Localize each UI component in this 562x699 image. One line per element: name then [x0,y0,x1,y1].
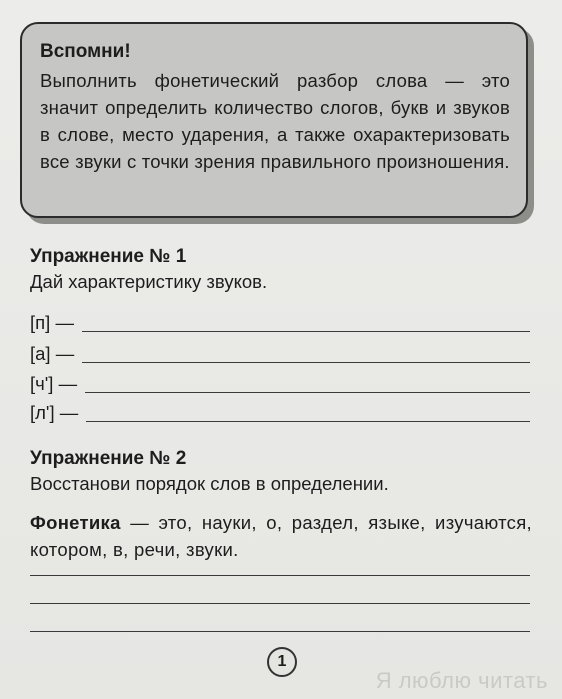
definition-text [30,509,532,563]
watermark: Я люблю читать [375,668,548,693]
sound-row [30,370,530,396]
answer-line[interactable] [86,421,530,422]
exercise-1-task: Дай характеристику звуков. [30,271,268,292]
page-number: 1 [267,647,297,677]
exercise-2-task: Восстанови порядок слов в определении. [30,473,389,494]
reminder-text: Выполнить фонетический разбор слова — это значит определить количество слогов, букв и звуков в слове, место ударения, а также охарактеризовать все звуки с точки зрения правильного произношения. [40,70,510,172]
reminder-box [20,22,528,218]
exercise-2-title: Упражнение № 2 [30,448,187,469]
sound-row [30,399,530,425]
answer-line[interactable] [82,331,530,332]
answer-line[interactable] [30,631,530,632]
answer-line[interactable] [30,575,530,576]
reminder-title: Вспомни! [40,41,131,62]
sound-row [30,309,530,335]
sound-label: [а] — [30,343,75,364]
sound-label: [п] — [30,312,74,333]
definition-term: Фонетика [30,512,121,533]
sound-label: [ч'] — [30,373,78,394]
sound-row [30,340,530,366]
answer-line[interactable] [30,603,530,604]
definition-words: — это, науки, о, раздел, языке, изучаются, котором, в, речи, звуки. [30,512,532,560]
answer-line[interactable] [82,362,530,363]
answer-line[interactable] [85,392,530,393]
sound-label: [л'] — [30,402,79,423]
exercise-1-title: Упражнение № 1 [30,246,187,267]
